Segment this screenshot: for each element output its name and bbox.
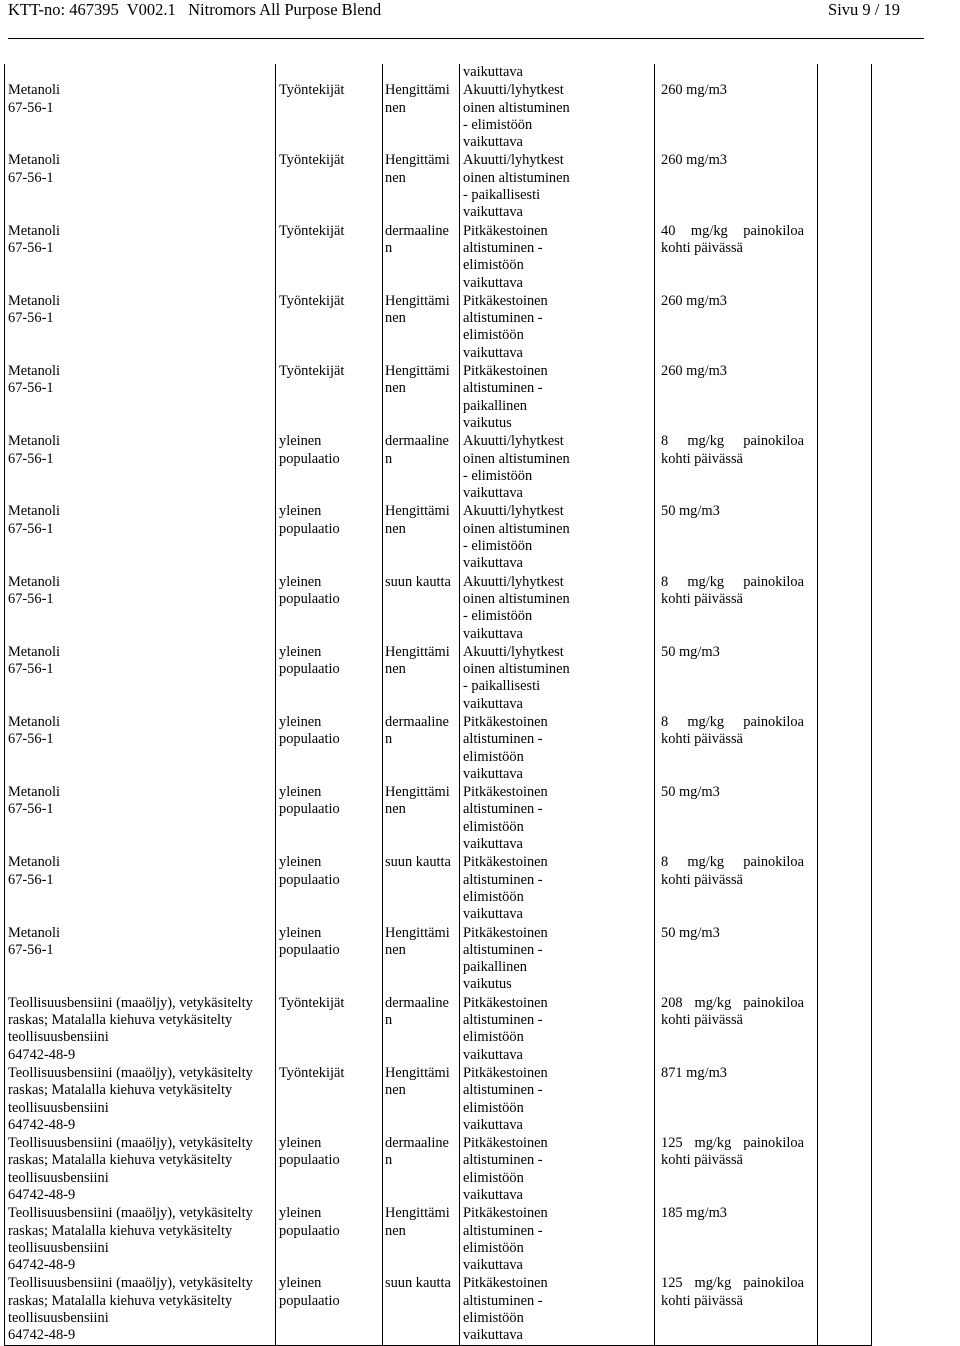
dnel-value-cell	[655, 1204, 818, 1274]
substance-cell	[5, 1204, 276, 1274]
effect-text: Pitkäkestoinen altistuminen - elimistöön vaikuttava	[463, 784, 548, 853]
effect-text: Pitkäkestoinen altistuminen - elimistöön vaikuttava	[463, 854, 548, 923]
dnel-value-text: 8 mg/kg painokiloa kohti päivässä	[661, 573, 804, 607]
exposure-route-text: suun kautta	[385, 573, 451, 590]
effect-text: Akuutti/lyhytkest oinen altistuminen - elimistöön vaikuttava	[463, 433, 570, 502]
exposure-route-text: Hengittämi nen	[385, 292, 450, 327]
empty-cell	[818, 924, 872, 994]
exposure-route-text: Hengittämi nen	[385, 643, 450, 678]
substance-cell	[5, 573, 276, 643]
substance-cell	[5, 432, 276, 502]
exposure-route-text: suun kautta	[385, 854, 451, 871]
exposure-route-cell	[383, 924, 460, 994]
exposure-route-cell	[383, 81, 460, 151]
substance-text: Metanoli 67-56-1	[8, 784, 60, 818]
dnel-value-text: 125 mg/kg painokiloa kohti päivässä	[661, 1275, 804, 1309]
empty-cell	[818, 81, 872, 151]
dnel-value-text: 260 mg/m3	[661, 82, 727, 99]
dnel-value-text: 260 mg/m3	[661, 292, 727, 309]
population-text: Työntekijät	[279, 152, 345, 169]
exposure-route-cell	[383, 362, 460, 432]
effect-text: Pitkäkestoinen altistuminen - elimistöön vaikuttava	[463, 222, 548, 291]
dnel-value-cell	[655, 362, 818, 432]
table-row	[5, 362, 872, 432]
effect-cell	[460, 151, 655, 221]
substance-cell	[5, 502, 276, 572]
effect-text: Akuutti/lyhytkest oinen altistuminen - paikallisesti vaikuttava	[463, 152, 570, 221]
empty-cell	[818, 994, 872, 1064]
effect-text: Pitkäkestoinen altistuminen - paikallinen vaikutus	[463, 924, 548, 993]
substance-cell	[5, 783, 276, 853]
population-text: Työntekijät	[279, 1064, 345, 1081]
effect-cell	[460, 502, 655, 572]
empty-cell	[818, 1274, 872, 1345]
exposure-route-text: Hengittämi nen	[385, 363, 450, 397]
substance-text: Metanoli 67-56-1	[8, 924, 60, 958]
exposure-route-text: dermaaline n	[385, 433, 449, 467]
dnel-value-text: 8 mg/kg painokiloa kohti päivässä	[661, 854, 804, 888]
population-cell	[276, 713, 383, 783]
exposure-route-text: Hengittämi nen	[385, 1064, 450, 1099]
dnel-value-text: 8 mg/kg painokiloa kohti päivässä	[661, 713, 804, 748]
substance-cell	[5, 994, 276, 1064]
population-text: yleinen populaatio	[279, 1135, 340, 1169]
header-rule	[8, 38, 924, 39]
dnel-value-cell	[655, 994, 818, 1064]
effect-cell	[460, 713, 655, 783]
substance-text: Metanoli 67-56-1	[8, 292, 60, 327]
dnel-value-cell	[655, 151, 818, 221]
dnel-value-cell	[655, 222, 818, 292]
table-row	[5, 502, 872, 572]
effect-cell	[460, 783, 655, 853]
substance-text: Metanoli 67-56-1	[8, 82, 60, 116]
exposure-route-cell	[383, 1274, 460, 1345]
population-cell	[276, 994, 383, 1064]
substance-text: Teollisuusbensiini (maaöljy), vetykäsitelty raskas; Matalalla kiehuva vetykäsitelty teollisuusbensiini 64742-48-9	[8, 1275, 253, 1344]
effect-cell	[460, 432, 655, 502]
substance-cell	[5, 1064, 276, 1134]
population-cell	[276, 502, 383, 572]
exposure-route-cell	[383, 502, 460, 572]
exposure-route-text: dermaaline n	[385, 1135, 449, 1169]
dnel-value-text: 50 mg/m3	[661, 643, 720, 660]
effect-text: Pitkäkestoinen altistuminen - elimistöön vaikuttava	[463, 713, 548, 782]
population-cell	[276, 643, 383, 713]
substance-text: Metanoli 67-56-1	[8, 222, 60, 256]
dnel-value-text: 260 mg/m3	[661, 363, 727, 380]
substance-text: Teollisuusbensiini (maaöljy), vetykäsitelty raskas; Matalalla kiehuva vetykäsitelty teollisuusbensiini 64742-48-9	[8, 1205, 253, 1274]
population-cell	[276, 292, 383, 362]
effect-cell	[460, 1204, 655, 1274]
effect-text: Pitkäkestoinen altistuminen - elimistöön vaikuttava	[463, 1205, 548, 1274]
table-row	[5, 924, 872, 994]
dnel-value-cell	[655, 292, 818, 362]
empty-cell	[818, 643, 872, 713]
dnel-value-cell	[655, 502, 818, 572]
substance-text: Metanoli 67-56-1	[8, 152, 60, 186]
effect-cell	[460, 1064, 655, 1134]
dnel-value-text: 185 mg/m3	[661, 1205, 727, 1222]
table-row	[5, 713, 872, 783]
substance-text: Teollisuusbensiini (maaöljy), vetykäsitelty raskas; Matalalla kiehuva vetykäsitelty teollisuusbensiini 64742-48-9	[8, 994, 253, 1063]
table-row	[5, 643, 872, 713]
effect-cell	[460, 292, 655, 362]
substance-text: Metanoli 67-56-1	[8, 573, 60, 607]
table-row	[5, 1204, 872, 1274]
substance-cell	[5, 924, 276, 994]
substance-text: Metanoli 67-56-1	[8, 503, 60, 537]
page-header	[8, 0, 924, 22]
exposure-route-text: Hengittämi nen	[385, 152, 450, 186]
substance-text: Metanoli 67-56-1	[8, 643, 60, 678]
population-cell	[276, 573, 383, 643]
substance-cell	[5, 643, 276, 713]
dnel-value-text: 40 mg/kg painokiloa kohti päivässä	[661, 222, 804, 256]
empty-cell	[818, 222, 872, 292]
table-row	[5, 1274, 872, 1345]
population-cell	[276, 222, 383, 292]
table-row	[5, 151, 872, 221]
substance-text: Teollisuusbensiini (maaöljy), vetykäsitelty raskas; Matalalla kiehuva vetykäsitelty teollisuusbensiini 64742-48-9	[8, 1064, 253, 1133]
population-text: Työntekijät	[279, 82, 345, 99]
dnel-value-text: 208 mg/kg painokiloa kohti päivässä	[661, 994, 804, 1029]
dnel-value-text: 125 mg/kg painokiloa kohti päivässä	[661, 1135, 804, 1169]
population-cell	[276, 1064, 383, 1134]
exposure-route-cell	[383, 994, 460, 1064]
population-cell	[276, 783, 383, 853]
exposure-route-cell	[383, 1204, 460, 1274]
dnel-value-text: 8 mg/kg painokiloa kohti päivässä	[661, 433, 804, 467]
substance-text: Teollisuusbensiini (maaöljy), vetykäsitelty raskas; Matalalla kiehuva vetykäsitelty teollisuusbensiini 64742-48-9	[8, 1135, 253, 1203]
substance-text: Metanoli 67-56-1	[8, 433, 60, 467]
dnel-value-cell	[655, 924, 818, 994]
empty-cell	[818, 292, 872, 362]
table-row	[5, 853, 872, 923]
effect-cell	[460, 1274, 655, 1345]
effect-text: Akuutti/lyhytkest oinen altistuminen - elimistöön vaikuttava	[463, 503, 570, 572]
exposure-route-text: Hengittämi nen	[385, 503, 450, 537]
population-text: yleinen populaatio	[279, 784, 340, 818]
substance-text: Metanoli 67-56-1	[8, 713, 60, 748]
substance-cell	[5, 1274, 276, 1345]
effect-text: Pitkäkestoinen altistuminen - paikallinen vaikutus	[463, 363, 548, 431]
empty-cell	[818, 853, 872, 923]
effect-cell	[460, 362, 655, 432]
effect-text: Akuutti/lyhytkest oinen altistuminen - paikallisesti vaikuttava	[463, 643, 570, 712]
dnel-value-cell	[655, 783, 818, 853]
exposure-route-cell	[383, 1134, 460, 1204]
dnel-value-cell	[655, 853, 818, 923]
exposure-route-text: Hengittämi nen	[385, 82, 450, 116]
document-id: KTT-no: 467395 V002.1 Nitromors All Purpose Blend	[8, 0, 382, 19]
exposure-route-text: Hengittämi nen	[385, 924, 450, 958]
dnel-value-text: 50 mg/m3	[661, 784, 720, 801]
exposure-route-cell	[383, 1064, 460, 1134]
population-text: yleinen populaatio	[279, 503, 340, 537]
continuation-text: vaikuttava	[460, 64, 655, 81]
effect-cell	[460, 222, 655, 292]
substance-cell	[5, 292, 276, 362]
population-cell	[276, 362, 383, 432]
effect-text: Pitkäkestoinen altistuminen - elimistöön vaikuttava	[463, 292, 548, 361]
population-text: yleinen populaatio	[279, 1205, 340, 1239]
substance-text: Metanoli 67-56-1	[8, 854, 60, 888]
empty-cell	[818, 432, 872, 502]
empty-cell	[818, 1204, 872, 1274]
exposure-route-cell	[383, 573, 460, 643]
empty-cell	[818, 151, 872, 221]
effect-cell	[460, 994, 655, 1064]
continuation-row	[5, 64, 872, 81]
substance-cell	[5, 81, 276, 151]
exposure-route-cell	[383, 643, 460, 713]
substance-cell	[5, 713, 276, 783]
population-cell	[276, 1274, 383, 1345]
empty-cell	[818, 362, 872, 432]
page-number: Sivu 9 / 19	[828, 0, 900, 19]
dnel-value-cell	[655, 643, 818, 713]
dnel-value-text: 50 mg/m3	[661, 503, 720, 520]
table-row	[5, 1134, 872, 1204]
dnel-value-cell	[655, 1134, 818, 1204]
table-row	[5, 783, 872, 853]
population-cell	[276, 81, 383, 151]
empty-cell	[818, 1134, 872, 1204]
population-text: yleinen populaatio	[279, 643, 340, 678]
exposure-route-text: dermaaline n	[385, 222, 449, 256]
table-row	[5, 222, 872, 292]
population-cell	[276, 1134, 383, 1204]
dnel-value-cell	[655, 432, 818, 502]
effect-cell	[460, 853, 655, 923]
substance-cell	[5, 362, 276, 432]
population-text: Työntekijät	[279, 994, 345, 1011]
table-row	[5, 81, 872, 151]
dnel-value-cell	[655, 1064, 818, 1134]
exposure-route-text: Hengittämi nen	[385, 784, 450, 818]
empty-cell	[818, 783, 872, 853]
dnel-value-text: 260 mg/m3	[661, 152, 727, 169]
population-text: yleinen populaatio	[279, 924, 340, 958]
exposure-route-cell	[383, 292, 460, 362]
effect-text: Pitkäkestoinen altistuminen - elimistöön vaikuttava	[463, 1064, 548, 1133]
dnel-value-cell	[655, 1274, 818, 1345]
exposure-route-text: Hengittämi nen	[385, 1205, 450, 1239]
population-cell	[276, 432, 383, 502]
substance-text: Metanoli 67-56-1	[8, 363, 60, 397]
substance-cell	[5, 222, 276, 292]
effect-cell	[460, 643, 655, 713]
table-row	[5, 1064, 872, 1134]
dnel-value-cell	[655, 713, 818, 783]
dnel-value-cell	[655, 573, 818, 643]
dnel-value-text: 871 mg/m3	[661, 1064, 727, 1081]
population-text: yleinen populaatio	[279, 1275, 340, 1309]
substance-cell	[5, 151, 276, 221]
empty-cell	[818, 573, 872, 643]
effect-cell	[460, 1134, 655, 1204]
exposure-route-text: dermaaline n	[385, 713, 449, 748]
exposure-route-cell	[383, 222, 460, 292]
exposure-route-cell	[383, 432, 460, 502]
effect-text: Pitkäkestoinen altistuminen - elimistöön vaikuttava	[463, 1135, 548, 1203]
empty-cell	[818, 502, 872, 572]
table-row	[5, 573, 872, 643]
exposure-route-text: suun kautta	[385, 1275, 451, 1292]
population-text: yleinen populaatio	[279, 433, 340, 467]
population-text: yleinen populaatio	[279, 713, 340, 748]
effect-cell	[460, 924, 655, 994]
effect-text: Pitkäkestoinen altistuminen - elimistöön vaikuttava	[463, 994, 548, 1063]
empty-cell	[818, 713, 872, 783]
population-text: Työntekijät	[279, 292, 345, 309]
substance-cell	[5, 1134, 276, 1204]
exposure-route-text: dermaaline n	[385, 994, 449, 1029]
table-row	[5, 994, 872, 1064]
population-cell	[276, 151, 383, 221]
empty-cell	[818, 1064, 872, 1134]
population-text: yleinen populaatio	[279, 573, 340, 607]
table-row	[5, 432, 872, 502]
effect-text: Akuutti/lyhytkest oinen altistuminen - elimistöön vaikuttava	[463, 82, 570, 151]
effect-cell	[460, 81, 655, 151]
population-cell	[276, 1204, 383, 1274]
dnel-table-body	[5, 64, 872, 1345]
exposure-route-cell	[383, 151, 460, 221]
dnel-value-text: 50 mg/m3	[661, 924, 720, 941]
dnel-table	[4, 64, 872, 1346]
exposure-route-cell	[383, 713, 460, 783]
population-text: Työntekijät	[279, 363, 345, 380]
population-text: yleinen populaatio	[279, 854, 340, 888]
dnel-value-cell	[655, 81, 818, 151]
effect-text: Akuutti/lyhytkest oinen altistuminen - elimistöön vaikuttava	[463, 573, 570, 642]
exposure-route-cell	[383, 853, 460, 923]
population-cell	[276, 924, 383, 994]
effect-cell	[460, 573, 655, 643]
substance-cell	[5, 853, 276, 923]
population-cell	[276, 853, 383, 923]
table-row	[5, 292, 872, 362]
effect-text: Pitkäkestoinen altistuminen - elimistöön vaikuttava	[463, 1275, 548, 1344]
population-text: Työntekijät	[279, 222, 345, 239]
exposure-route-cell	[383, 783, 460, 853]
